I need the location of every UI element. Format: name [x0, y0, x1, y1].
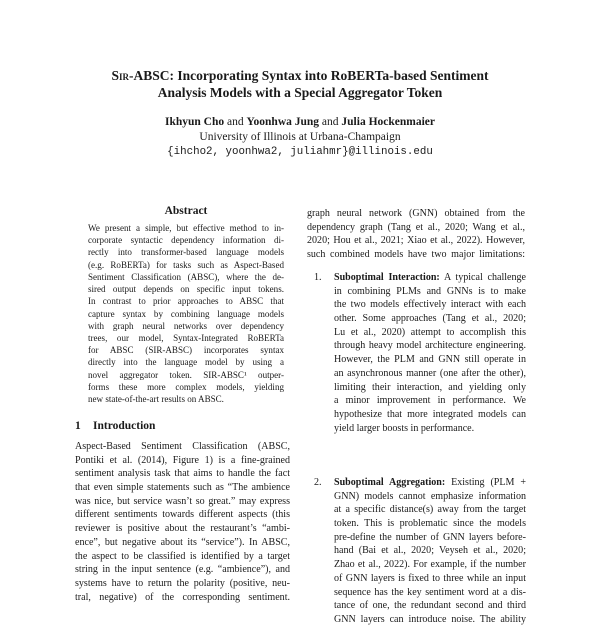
text-line: (e.g. RoBERTa) for tasks such as Aspect-Based: [88, 259, 284, 270]
text-line: string in the input sentence (e.g. “ambience”), and: [75, 564, 290, 576]
text-line: Suboptimal Interaction: A typical challenge: [334, 272, 526, 283]
text-line: an asynchronous manner (one after the other),: [334, 367, 526, 379]
text-line: Zhao et al., 2022). For example, if the number: [334, 559, 526, 571]
author-conj: and: [321, 116, 339, 128]
text-line: yield larger boosts in performance.: [334, 422, 475, 434]
title-text: Incorporating Syntax into RoBERTa-based Sentiment: [177, 68, 489, 83]
text-line: such combined models have two major limitations:: [307, 249, 525, 261]
text-line: tral, negative) of the corresponding sentiment.: [75, 591, 290, 603]
text-line: capture syntax by combining language models: [88, 308, 284, 319]
text-line: directly into the language model by using a: [88, 357, 284, 368]
text-line: hand (Bai et al., 2020; Veyseh et al., 2020;: [334, 545, 526, 557]
text-line: at a specific distance(s) away from the target: [334, 504, 526, 516]
text-line: sired output depends on specific input tokens.: [88, 284, 284, 295]
text-line: the two models effectively interact with each: [334, 299, 526, 311]
abstract-body: [88, 222, 284, 405]
text-line: tance of one, the redundant second and third: [334, 600, 526, 612]
item-label: Suboptimal Interaction:: [334, 272, 440, 283]
text-line: for ABSC (SIR-ABSC) incorporates syntax: [88, 345, 284, 356]
text-line: reviewer is positive about the restaurant’s “ambi-: [75, 523, 290, 535]
text-line: new state-of-the-art results on ABSC.: [88, 394, 224, 405]
text-line: However, the PLM and GNN still operate in: [334, 354, 526, 366]
text-line: token. This is problematic since the models: [334, 518, 526, 530]
text-line: GNN) models cannot emphasize information: [334, 490, 526, 502]
text-line: through heavy model architecture engineering.: [334, 340, 526, 352]
introduction-body: [75, 440, 290, 604]
section-title: Introduction: [93, 420, 156, 432]
text-line: that even simple statements such as “The ambience: [75, 482, 290, 494]
text-line: In contrast to prior approaches to ABSC that: [88, 296, 284, 307]
list-marker: 1.: [314, 272, 322, 283]
text-line: Lu et al., 2020) attempt to accomplish this: [334, 326, 526, 338]
abstract-heading: Abstract: [164, 205, 208, 217]
text-line: rectly into transformer-based language models: [88, 247, 284, 258]
text-line: trees, our model, Syntax-Integrated RoBERTa: [88, 332, 284, 343]
text-line: Aspect-Based Sentiment Classification (ABSC,: [75, 441, 290, 452]
text-line: of GNN layers is fixed to three while an input: [334, 572, 526, 584]
text-line: corporate syntactic dependency information di-: [88, 235, 284, 246]
right-column-intro: [307, 207, 525, 262]
text-line: graph neural network (GNN) obtained from the: [307, 208, 525, 219]
text-line: pre-define the number of GNN layers before-: [334, 531, 526, 543]
author-name: Yoonhwa Jung: [246, 116, 320, 128]
text-line: in combining PLMs and GNNs is to make: [334, 285, 526, 297]
affiliation: University of Illinois at Urbana-Champaign: [199, 131, 401, 143]
text-line: Suboptimal Aggregation: Existing (PLM +: [334, 477, 526, 488]
item-label: Suboptimal Aggregation:: [334, 477, 446, 488]
text-line: novel aggregator token. SIR-ABSC¹ outper-: [88, 369, 284, 380]
text-line: We present a simple, but effective method to in-: [88, 223, 284, 233]
author-conj: and: [227, 116, 244, 128]
text-line: different sentiments towards different aspects (this: [75, 509, 290, 521]
text-line: other. Some approaches (Tang et al., 2020;: [334, 313, 526, 325]
title-prefix: Sir-ABSC:: [111, 68, 175, 83]
author-name: Julia Hockenmaier: [341, 116, 435, 128]
text-line: systems have to return the polarity (positive, neu-: [75, 577, 290, 589]
author-name: Ikhyun Cho: [165, 116, 225, 128]
text-line: GNN layers can introduce noise. The ability: [334, 613, 526, 625]
text-line: the aspect to be classified is identified by a target: [75, 550, 290, 562]
text-line: Sentiment Classification (ABSC), where the de-: [88, 271, 284, 282]
text-line: dependency graph (Tang et al., 2020; Wang et al.,: [307, 221, 525, 233]
section-number: 1: [75, 420, 81, 432]
text-line: hypothesize that more integrated models can: [334, 408, 526, 420]
text-line: forms these more complex models, yielding: [88, 381, 284, 392]
text-line: sentiment analysis task that aims to handle the fact: [75, 468, 290, 480]
text-line: ence”, but negative about its “service”). In ABSC,: [75, 536, 290, 548]
author-list: [60, 115, 540, 130]
paper-title-line1: [60, 67, 540, 85]
text-line: was nice, but service wasn’t so great.” may express: [75, 495, 290, 507]
limitation-text: [334, 271, 526, 435]
paper-title-line2: Analysis Models with a Special Aggregator Token: [157, 85, 443, 100]
section-heading-introduction: [75, 420, 290, 432]
text-line: 2020; Hou et al., 2021; Xiao et al., 2022). However,: [307, 235, 525, 247]
text-line: a minor improvement in performance. We: [334, 395, 526, 407]
author-emails: {ihcho2, yoonhwa2, juliahmr}@illinois.edu: [167, 146, 433, 158]
limitation-text: [334, 476, 526, 627]
text-line: sequence has the key sentiment word at a dis-: [334, 586, 526, 598]
text-line: Pontiki et al. (2014), Figure 1) is a fine-grained: [75, 454, 290, 466]
text-line: with graph neural networks over dependency: [88, 320, 284, 331]
list-marker: 2.: [314, 477, 322, 488]
text-line: limiting their interaction, and yielding only: [334, 381, 526, 393]
